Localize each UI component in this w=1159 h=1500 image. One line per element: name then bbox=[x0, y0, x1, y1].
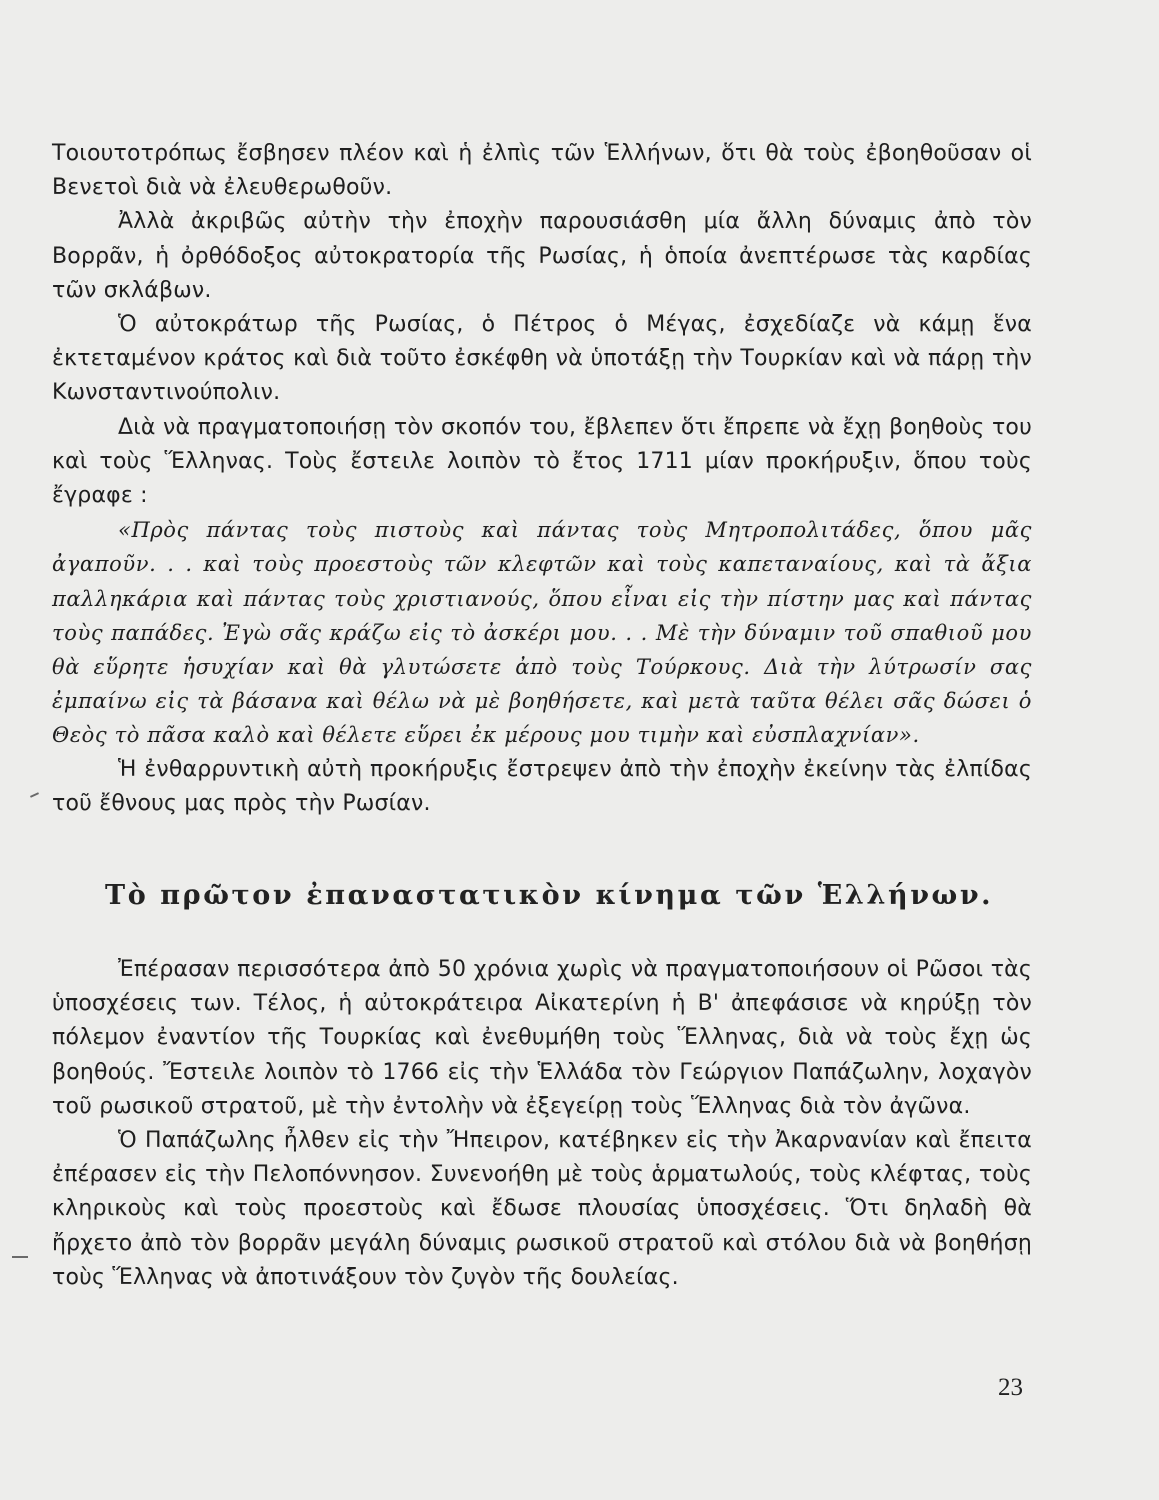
paragraph-peter-the-great: Ὁ αὐτοκράτωρ τῆς Ρωσίας, ὁ Πέτρος ὁ Μέγας, ἐσχεδίαζε νὰ κάμῃ ἕνα ἐκτεταμένον κράτος καὶ διὰ τοῦτο ἐσκέφθη νὰ ὑποτάξῃ τὴν Τουρκίαν καὶ νὰ πάρῃ τὴν Κωνσταντινούπολιν. bbox=[52, 312, 1032, 406]
page-number: 23 bbox=[998, 1374, 1023, 1401]
section-heading: Τὸ πρῶτον ἐπαναστατικὸν κίνημα τῶν Ἑλλήνων. bbox=[105, 880, 994, 911]
section-two-text bbox=[52, 953, 1032, 1295]
paragraph-venetians: Τοιουτοτρόπως ἔσβησεν πλέον καὶ ἡ ἐλπὶς τῶν Ἑλλήνων, ὅτι θὰ τοὺς ἐβοηθοῦσαν οἱ Βενετοὶ διὰ νὰ ἐλευθερωθοῦν. bbox=[52, 141, 1032, 201]
paragraph-papazolis: Ὁ Παπάζωλης ἦλθεν εἰς τὴν Ἤπειρον, κατέβηκεν εἰς τὴν Ἀκαρνανίαν καὶ ἔπειτα ἐπέρασεν εἰς τὴν Πελοπόννησον. Συνενοήθη μὲ τοὺς ἁρματωλούς, τοὺς κλέφτας, τοὺς κληρικοὺς καὶ τοὺς προεστοὺς καὶ ἔδωσε πλουσίας ὑποσχέσεις. Ὅτι δηλαδὴ θὰ ἤρχετο ἀπὸ τὸν βορρᾶν μεγάλη δύναμις ρωσικοῦ στρατοῦ καὶ στόλου διὰ νὰ βοηθήσῃ τοὺς Ἕλληνας νὰ ἀποτινάξουν τὸν ζυγὸν τῆς δουλείας. bbox=[52, 1128, 1032, 1290]
paragraph-russia-appears: Ἀλλὰ ἀκριβῶς αὐτὴν τὴν ἐποχὴν παρουσιάσθη μία ἄλλη δύναμις ἀπὸ τὸν Βορρᾶν, ἡ ὀρθόδοξος αὐτοκρατορία τῆς Ρωσίας, ἡ ὁποία ἀνεπτέρωσε τὰς καρδίας τῶν σκλάβων. bbox=[52, 209, 1032, 303]
margin-tick-mark bbox=[30, 792, 39, 798]
section-one-text bbox=[52, 137, 1032, 821]
proclamation-quote: «Πρὸς πάντας τοὺς πιστοὺς καὶ πάντας τοὺς Μητροπολιτάδες, ὅπου μᾶς ἀγαποῦν. . . καὶ τοὺς προεστοὺς τῶν κλεφτῶν καὶ τοὺς καπεταναίους, καὶ τὰ ἄξια παλληκάρια καὶ πάντας τοὺς χριστιανούς, ὅπου εἶναι εἰς τὴν πίστην μας καὶ πάντας τοὺς παπάδες. Ἐγὼ σᾶς κράζω εἰς τὸ ἀσκέρι μου. . . Μὲ τὴν δύναμιν τοῦ σπαθιοῦ μου θὰ εὕρητε ἡσυχίαν καὶ θὰ γλυτώσετε ἀπὸ τοὺς Τούρκους. Διὰ τὴν λύτρωσίν σας ἐμπαίνω εἰς τὰ βάσανα καὶ θέλω νὰ μὲ βοηθήσετε, καὶ μετὰ ταῦτα θέλει σᾶς δώσει ὁ Θεὸς τὸ πᾶσα καλὸ καὶ θέλετε εὕρει ἐκ μέρους μου τιμὴν καὶ εὐσπλαχνίαν». bbox=[52, 518, 1032, 748]
paragraph-proclamation-intro: Διὰ νὰ πραγματοποιήσῃ τὸν σκοπόν του, ἔβλεπεν ὅτι ἔπρεπε νὰ ἔχῃ βοηθοὺς του καὶ τοὺς Ἕλληνας. Τοὺς ἔστειλε λοιπὸν τὸ ἔτος 1711 μίαν προκήρυξιν, ὅπου τοὺς ἔγραφε : bbox=[52, 414, 1032, 509]
paragraph-hopes-turned: Ἡ ἐνθαρρυντικὴ αὐτὴ προκήρυξις ἔστρεψεν ἀπὸ τὴν ἐποχὴν ἐκείνην τὰς ἐλπίδας τοῦ ἔθνους μας πρὸς τὴν Ρωσίαν. bbox=[52, 756, 1032, 816]
margin-dash-mark bbox=[12, 1256, 28, 1258]
paragraph-catherine: Ἐπέρασαν περισσότερα ἀπὸ 50 χρόνια χωρὶς νὰ πραγματοποιήσουν οἱ Ρῶσοι τὰς ὑποσχέσεις των. Τέλος, ἡ αὐτοκράτειρα Αἰκατερίνη ἡ Β' ἀπεφάσισε νὰ κηρύξῃ τὸν πόλεμον ἐναντίον τῆς Τουρκίας καὶ ἐνεθυμήθη τοὺς Ἕλληνας, διὰ νὰ τοὺς ἔχῃ ὡς βοηθούς. Ἔστειλε λοιπὸν τὸ 1766 εἰς τὴν Ἑλλάδα τὸν Γεώργιον Παπάζωλην, λοχαγὸν τοῦ ρωσικοῦ στρατοῦ, μὲ τὴν ἐντολὴν νὰ ἐξεγείρῃ τοὺς Ἕλληνας διὰ τὸν ἀγῶνα. bbox=[52, 957, 1032, 1119]
